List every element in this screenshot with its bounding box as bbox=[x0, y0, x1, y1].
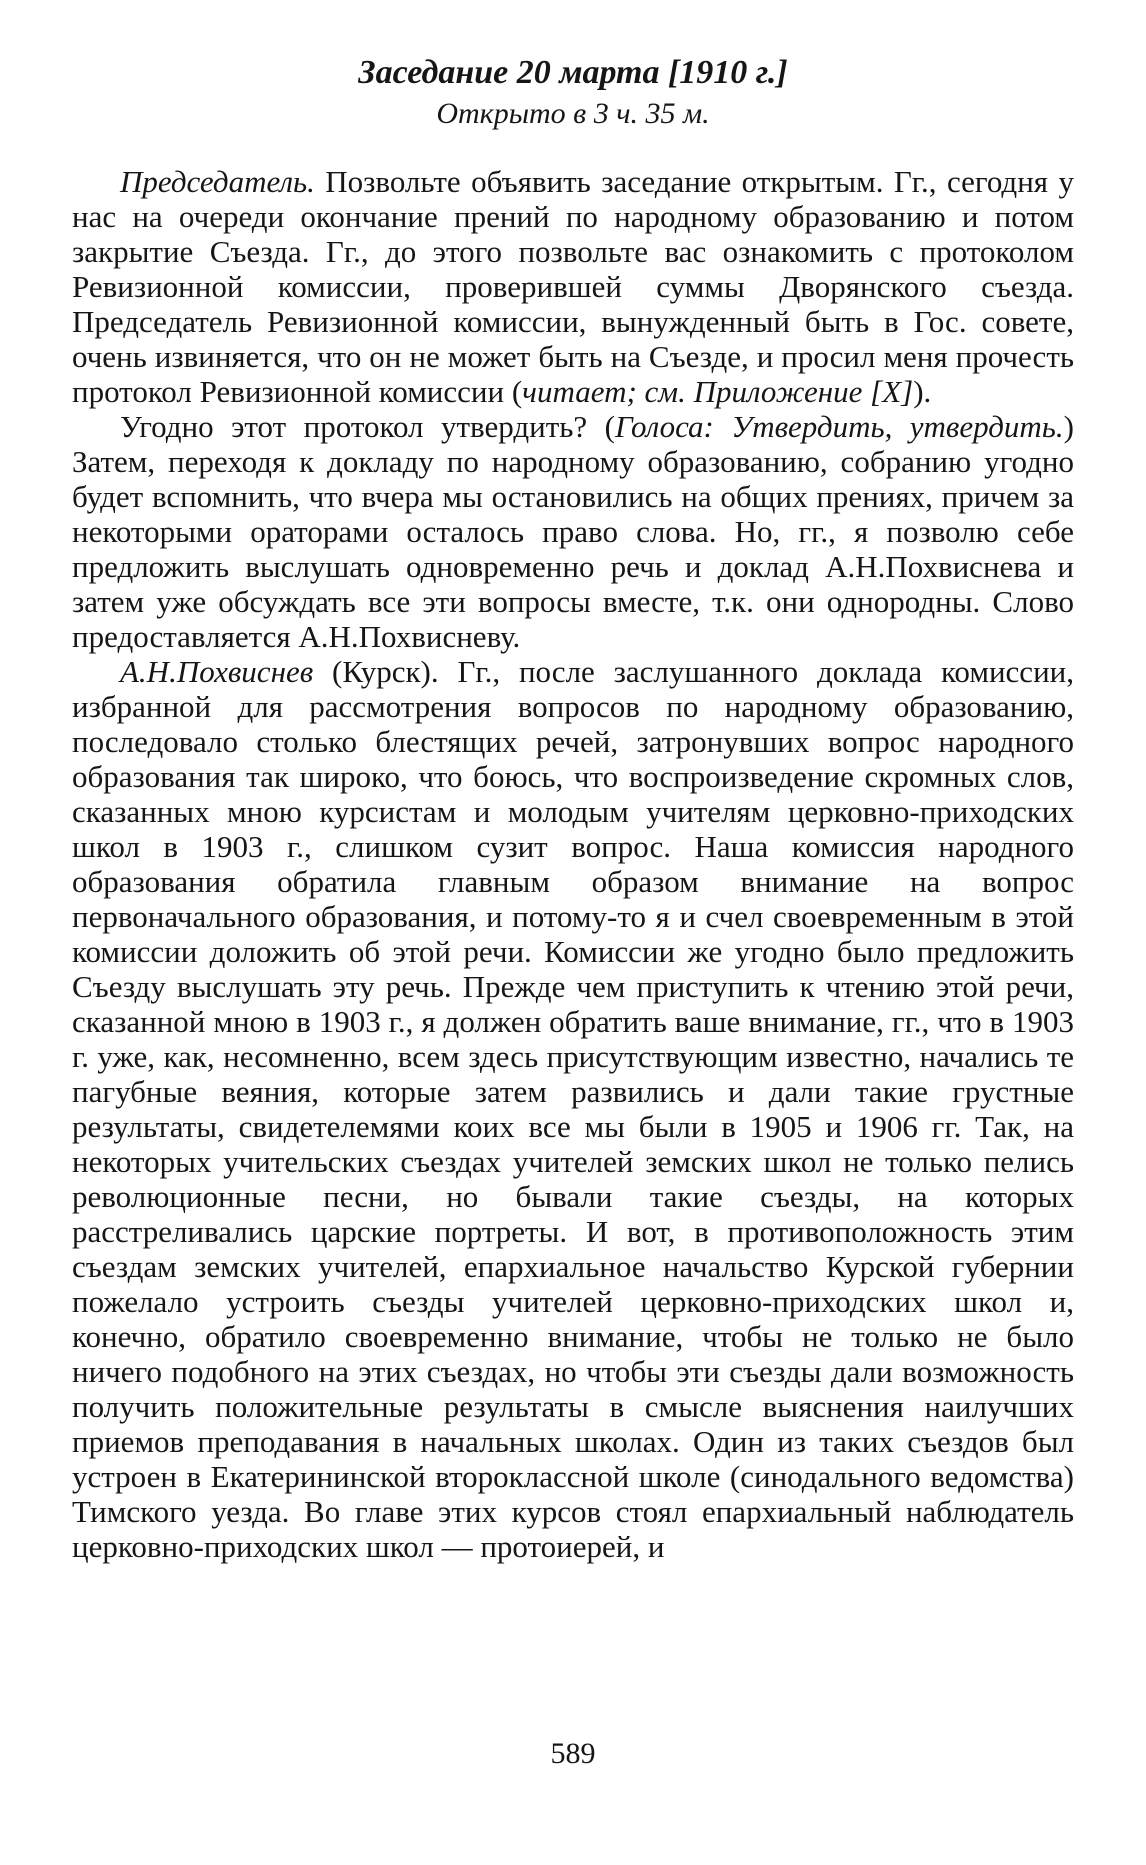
transcript-body bbox=[72, 164, 1074, 1564]
paragraph-pokhvisnev-speech bbox=[72, 654, 1074, 1564]
speaker-chairman: Председатель. bbox=[120, 164, 315, 199]
session-opening-time: Открыто в 3 ч. 35 м. bbox=[436, 97, 710, 130]
document-page bbox=[72, 52, 1074, 1564]
paragraph-text: ) Затем, переходя к докладу по народному образованию, собранию угодно будет вспомнить, что вчера мы остановились на общих прениях, причем за некоторыми ораторами осталось право слова. Но, гг., я позволю себе предложить выслушать одновременно речь и доклад А.Н.Похвиснева и затем уже обсуждать все эти вопросы вместе, т.к. они однородны. Слово предоставляется А.Н.Похвисневу. bbox=[72, 409, 1074, 654]
paragraph-text: (Курск). Гг., после заслушанного доклада комиссии, избранной для рассмотрения вопросов по народному образованию, последовало столько блестящих речей, затронувших вопрос народного образования так широко, что боюсь, что воспроизведение скромных слов, сказанных мною курсистам и молодым учителям церковно-приходских школ в 1903 г., слишком сузит вопрос. Наша комиссия народного образования обратила главным образом внимание на вопрос первоначального образования, и потому-то я и счел своевременным в этой комиссии доложить об этой речи. Комиссии же угодно было предложить Съезду выслушать эту речь. Прежде чем приступить к чтению этой речи, сказанной мною в 1903 г., я должен обратить ваше внимание, гг., что в 1903 г. уже, как, несомненно, всем здесь присутствующим известно, начались те пагубные веяния, которые затем развились и дали такие грустные результаты, свидетелемями коих все мы были в 1905 и 1906 гг. Так, на некоторых учительских съездах учителей земских школ не только пелись революционные песни, но бывали такие съезды, на которых расстреливались царские портреты. И вот, в противоположность этим съездам земских учителей, епархиальное начальство Курской губернии пожелало устроить съезды учителей церковно-приходских школ и, конечно, обратило своевременно внимание, чтобы не только не было ничего подобного на этих съездах, но чтобы эти съезды дали возможность получить положительные результаты в смысле выяснения наилучших приемов преподавания в начальных школах. Один из таких съездов был устроен в Екатерининской второклассной школе (синодального ведомства) Тимского уезда. Во главе этих курсов стоял епархиальный наблюдатель церковно-приходских школ — протоиерей, и bbox=[72, 654, 1074, 1564]
page-number: 589 bbox=[550, 1737, 596, 1770]
paragraph-chairman-opening bbox=[72, 164, 1074, 409]
session-title: Заседание 20 марта [1910 г.] bbox=[358, 54, 788, 91]
stage-direction: читает; см. Приложение [X] bbox=[522, 374, 914, 409]
paragraph-text: Позвольте объявить заседание открытым. Гг., сегодня у нас на очереди окончание прений по народному образованию и потом закрытие Съезда. Гг., до этого позвольте вас ознакомить с протоколом Ревизионной комиссии, проверившей суммы Дворянского съезда. Председатель Ревизионной комиссии, вынужденный быть в Гос. совете, очень извиняется, что он не может быть на Съезде, и просил меня прочесть протокол Ревизионной комиссии ( bbox=[72, 164, 1074, 409]
voices-remark: Голоса: Утвердить, утвердить. bbox=[614, 409, 1064, 444]
paragraph-tail: ). bbox=[913, 374, 932, 409]
paragraph-text-start: Угодно этот протокол утвердить? ( bbox=[120, 409, 615, 444]
speaker-pokhvisnev: А.Н.Похвиснев bbox=[120, 654, 314, 689]
paragraph-chairman-protocol bbox=[72, 409, 1074, 654]
